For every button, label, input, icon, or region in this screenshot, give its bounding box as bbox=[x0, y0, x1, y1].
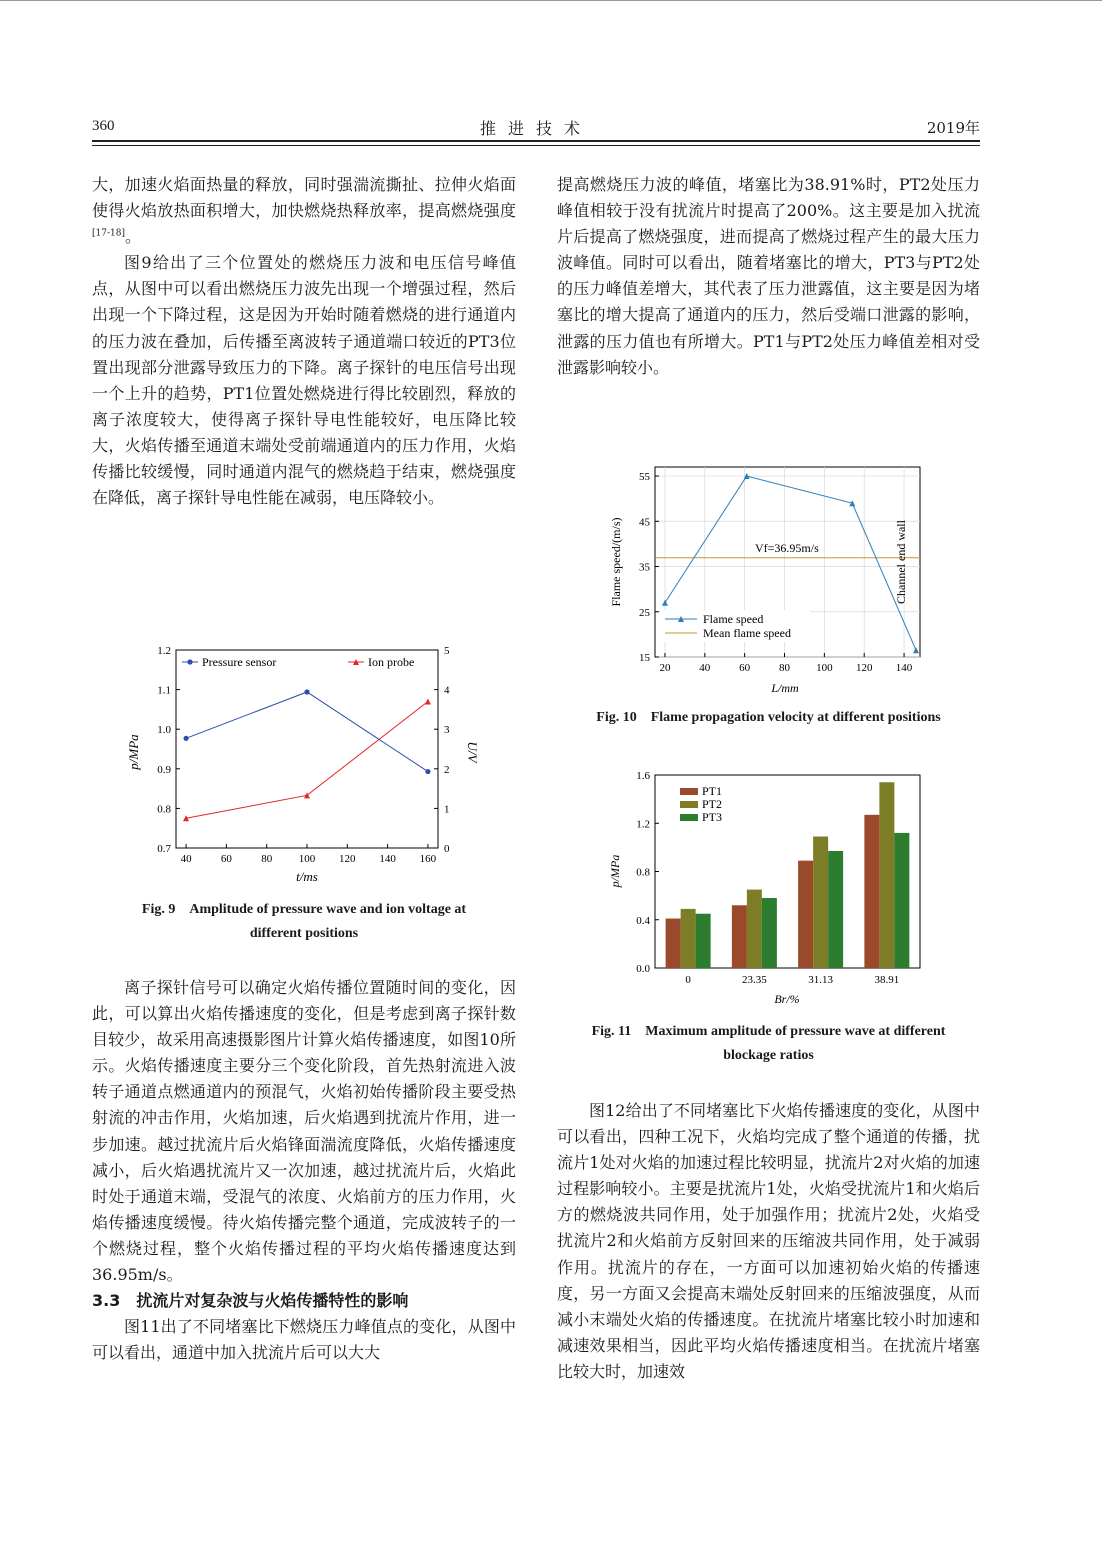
bar-pt3 bbox=[762, 898, 777, 968]
y2-tick-label: 2 bbox=[444, 763, 450, 776]
y-tick-label: 45 bbox=[639, 516, 650, 529]
y2-tick-label: 0 bbox=[444, 843, 450, 855]
y-axis-label: p/MPa bbox=[126, 734, 141, 770]
x-tick-label: 38.91 bbox=[874, 974, 900, 986]
y-tick-label: 1.6 bbox=[636, 770, 650, 782]
flame-speed-point bbox=[913, 647, 919, 653]
left-column-bottom bbox=[92, 975, 516, 1366]
bar-pt1 bbox=[732, 905, 747, 968]
flame-speed-point bbox=[662, 600, 668, 606]
y-tick-label: 1.1 bbox=[157, 684, 171, 697]
fig10-caption: Fig. 10 Flame propagation velocity at different positions bbox=[596, 710, 941, 725]
y-tick-label: 1.2 bbox=[157, 645, 171, 657]
x-tick-label: 120 bbox=[339, 853, 356, 865]
running-header bbox=[92, 114, 980, 140]
right-column-top bbox=[557, 172, 980, 381]
x-tick-label: 60 bbox=[739, 662, 751, 674]
y-tick-label: 1.0 bbox=[157, 724, 171, 737]
x-tick-label: 140 bbox=[379, 853, 396, 865]
y-tick-label: 0.8 bbox=[157, 803, 171, 816]
y-axis-label: p/MPa bbox=[608, 854, 622, 888]
publication-year: 2019年 bbox=[926, 119, 980, 137]
x-tick-label: 60 bbox=[220, 853, 232, 865]
x-tick-label: 31.13 bbox=[808, 974, 833, 986]
x-tick-label: 80 bbox=[261, 853, 273, 865]
y-tick-label: 25 bbox=[639, 606, 650, 619]
legend-label-mean: Mean flame speed bbox=[703, 626, 791, 640]
citation[interactable]: [17-18] bbox=[92, 228, 125, 239]
y2-axis-label: U/V bbox=[465, 741, 480, 763]
y2-tick-label: 1 bbox=[444, 803, 450, 816]
left-column-top bbox=[92, 172, 516, 511]
y-tick-label: 15 bbox=[639, 652, 650, 664]
x-tick-label: 100 bbox=[298, 853, 316, 865]
x-axis-label: L/mm bbox=[771, 681, 799, 695]
y-tick-label: 0.8 bbox=[636, 866, 650, 879]
paragraph: 图11出了不同堵塞比下燃烧压力峰值点的变化，从图中可以看出，通道中加入扰流片后可以大大 bbox=[92, 1317, 516, 1363]
end-wall-annotation: Channel end wall bbox=[894, 520, 908, 604]
pressure-point bbox=[425, 769, 430, 774]
x-tick-label: 100 bbox=[816, 662, 833, 674]
bar-pt2 bbox=[681, 909, 696, 968]
x-tick-label: 40 bbox=[699, 662, 711, 674]
y-tick-label: 0.4 bbox=[636, 914, 650, 927]
paragraph: 大，加速火焰面热量的释放，同时强湍流撕扯、拉伸火焰面使得火焰放热面积增大，加快燃烧热释放率，提高燃烧强度[17-18]。 bbox=[92, 175, 516, 247]
x-axis-label: Br/% bbox=[774, 992, 800, 1006]
legend-label-ion: Ion probe bbox=[368, 655, 415, 669]
paragraph: 提高燃烧压力波的峰值，堵塞比为38.91%时，PT2处压力峰值相较于没有扰流片时提高了200%。这主要是加入扰流片后提高了燃烧强度，进而提高了燃烧过程产生的最大压力波峰值。同时可以看出，随着堵塞比的增大，PT3与PT2处的压力峰值差增大，其代表了压力泄露值，这主要是因为堵塞比的增大提高了通道内的压力，然后受端口泄露的影响，泄露的压力值也有所增大。PT1与PT2处压力峰值差相对受泄露影响较小。 bbox=[557, 175, 980, 377]
header-rule-thick bbox=[92, 140, 980, 142]
bar-pt3 bbox=[894, 833, 909, 968]
y2-tick-label: 4 bbox=[444, 684, 450, 697]
y-tick-label: 35 bbox=[639, 561, 650, 574]
flame-speed-point bbox=[849, 500, 855, 506]
paragraph: 离子探针信号可以确定火焰传播位置随时间的变化，因此，可以算出火焰传播速度的变化，但是考虑到离子探针数目较少，故采用高速摄影图片计算火焰传播速度，如图10所示。火焰传播速度主要分三个变化阶段，首先热射流进入波转子通道点燃通道内的预混气，火焰初始传播阶段主要受热射流的冲击作用，火焰加速，后火焰遇到扰流片作用，进一步加速。越过扰流片后火焰锋面湍流度降低，火焰传播速度减小，后火焰遇扰流片又一次加速，越过扰流片后，火焰此时处于通道末端，受混气的浓度、火焰前方的压力作用，火焰传播速度缓慢。待火焰传播完整个通道，完成波转子的一个燃烧过程，整个火焰传播过程的平均火焰传播速度达到36.95m/s。 bbox=[92, 978, 516, 1285]
legend-label-pt2: PT2 bbox=[702, 797, 723, 811]
x-tick-label: 40 bbox=[180, 853, 192, 865]
x-tick-label: 80 bbox=[779, 662, 791, 674]
y-axis-label: Flame speed/(m/s) bbox=[609, 517, 623, 607]
page-number: 360 bbox=[92, 118, 115, 134]
x-axis-label: t/ms bbox=[296, 869, 318, 884]
bar-pt3 bbox=[696, 914, 711, 968]
pressure-line bbox=[186, 692, 428, 772]
fig10-chart bbox=[605, 462, 925, 702]
y2-tick-label: 5 bbox=[444, 645, 450, 657]
paragraph: 图9给出了三个位置处的燃烧压力波和电压信号峰值点，从图中可以看出燃烧压力波先出现一个增强过程，然后出现一个下降过程，这是因为开始时随着燃烧的进行通道内的压力波在叠加，后传播至离波转子通道端口较近的PT3位置出现部分泄露导致压力的下降。离子探针的电压信号出现一个上升的趋势，PT1位置处燃烧进行得比较剧烈，释放的离子浓度较大，使得离子探针导电性能较好，电压降比较大，火焰传播至通道末端处受前端通道内的压力作用，火焰传播比较缓慢，同时通道内混气的燃烧趋于结束，燃烧强度在降低，离子探针导电性能在减弱，电压降较小。 bbox=[92, 253, 516, 508]
fig9-chart bbox=[118, 640, 478, 890]
legend-swatch-pt3 bbox=[680, 814, 698, 821]
bar-pt2 bbox=[879, 782, 894, 968]
x-tick-label: 120 bbox=[855, 662, 873, 674]
x-tick-label: 140 bbox=[895, 662, 913, 674]
x-tick-label: 0 bbox=[685, 974, 691, 986]
bar-pt2 bbox=[813, 837, 828, 968]
page-top-border bbox=[0, 0, 1102, 1]
y-tick-label: 55 bbox=[639, 471, 650, 484]
header-rule-thin bbox=[92, 145, 980, 146]
y-tick-label: 1.2 bbox=[636, 818, 650, 831]
x-tick-label: 20 bbox=[659, 662, 671, 674]
legend-label-pt1: PT1 bbox=[702, 784, 723, 798]
legend-marker-pressure bbox=[187, 659, 192, 664]
legend-swatch-pt2 bbox=[680, 801, 698, 808]
bar-pt3 bbox=[828, 851, 843, 968]
y2-tick-label: 3 bbox=[444, 724, 450, 737]
fig11-chart bbox=[605, 765, 935, 1010]
ion-line bbox=[186, 701, 428, 818]
legend-label-pt3: PT3 bbox=[702, 810, 723, 824]
legend-swatch-pt1 bbox=[680, 788, 698, 795]
pressure-point bbox=[304, 689, 309, 694]
paragraph: 图12给出了不同堵塞比下火焰传播速度的变化，从图中可以看出，四种工况下，火焰均完成了整个通道的传播，扰流片1处对火焰的加速过程比较明显，扰流片2对火焰的加速过程影响较小。主要是扰流片1处，火焰受扰流片1和火焰后方的燃烧波共同作用，处于加强作用；扰流片2处，火焰受扰流片2和火焰前方反射回来的压缩波共同作用，处于减弱作用。扰流片的存在，一方面可以加速初始火焰的传播速度，另一方面又会提高末端处反射回来的压缩波强度，从而减小末端处火焰的传播速度。在扰流片堵塞比较小时加速和减速效果相当，因此平均火焰传播速度相当。在扰流片堵塞比较大时，加速效 bbox=[557, 1101, 980, 1381]
fig9-caption: Fig. 9 Amplitude of pressure wave and ion voltage at different positions bbox=[141, 902, 467, 941]
legend-label-pressure: Pressure sensor bbox=[202, 655, 277, 669]
section-heading: 3.3 扰流片对复杂波与火焰传播特性的影响 bbox=[92, 1291, 409, 1311]
x-tick-label: 160 bbox=[419, 853, 437, 865]
journal-title: 推进技术 bbox=[479, 119, 592, 138]
bar-pt1 bbox=[666, 919, 681, 968]
mean-speed-annotation: Vf=36.95m/s bbox=[755, 541, 819, 555]
bar-pt1 bbox=[864, 815, 879, 968]
plot-frame bbox=[176, 650, 438, 848]
x-tick-label: 23.35 bbox=[742, 974, 767, 986]
y-tick-label: 0.7 bbox=[157, 843, 171, 855]
bar-pt2 bbox=[747, 890, 762, 968]
ion-point bbox=[425, 698, 431, 704]
right-column-bottom bbox=[557, 1098, 980, 1385]
pressure-point bbox=[183, 736, 188, 741]
y-tick-label: 0.0 bbox=[636, 963, 650, 975]
y-tick-label: 0.9 bbox=[157, 763, 171, 776]
legend-label-flame: Flame speed bbox=[703, 612, 764, 626]
bar-pt1 bbox=[798, 861, 813, 968]
fig11-caption: Fig. 11 Maximum amplitude of pressure wave at different blockage ratios bbox=[591, 1024, 946, 1063]
